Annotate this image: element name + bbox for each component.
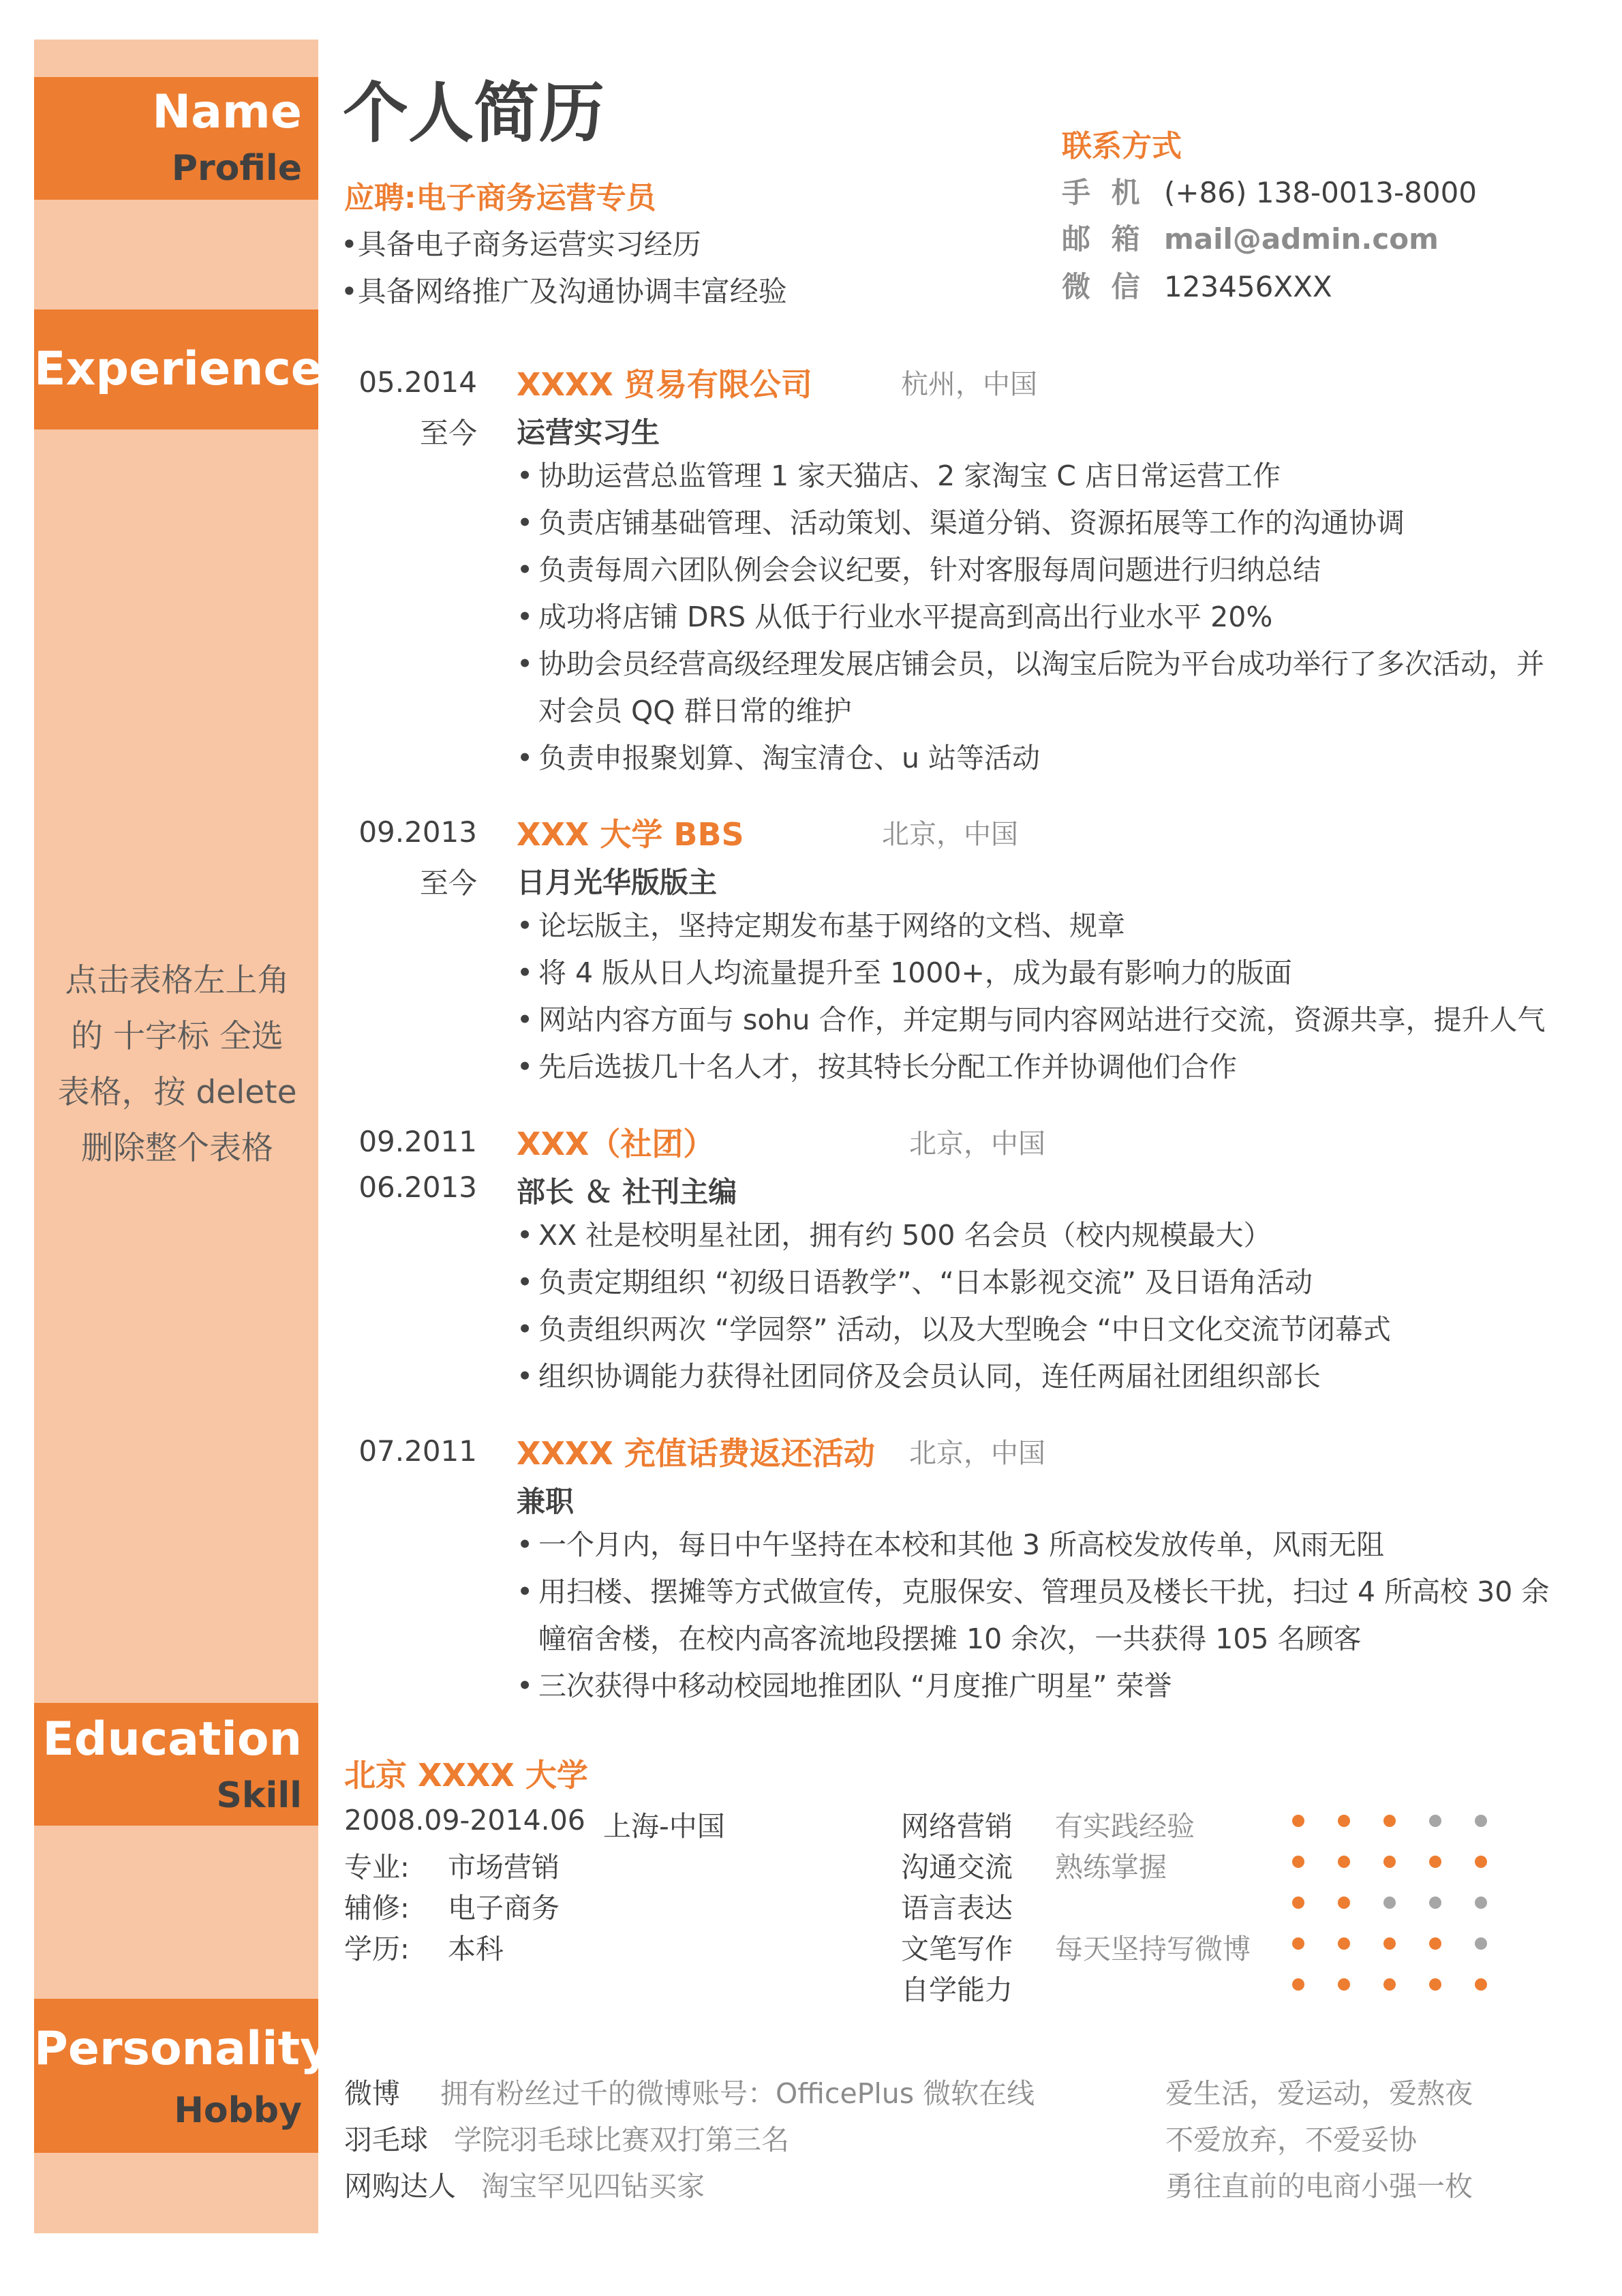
section-band-education — [34, 1703, 318, 1826]
contact-phone — [1062, 170, 1477, 211]
list-item: • 论坛版主，坚持定期发布基于网络的文档、规章 — [517, 903, 1566, 950]
phone-value: (+86) 138-0013-8000 — [1164, 176, 1478, 209]
skill-dot — [1383, 1978, 1396, 1991]
hobby-name: 羽毛球 — [344, 2124, 428, 2156]
sidebar-note-line: 删除整个表格 — [81, 1130, 273, 1167]
band-personality-title: Personality — [34, 2022, 331, 2076]
job-target: 应聘:电子商务运营专员 — [344, 181, 656, 215]
list-item: • 一个月内，每日中午坚持在本校和其他 3 所高校发放传单，风雨无阻 — [517, 1522, 1566, 1569]
skill-dot — [1475, 1978, 1487, 1991]
list-item: • 负责每周六团队例会会议纪要，针对客服每周问题进行归纳总结 — [517, 547, 1566, 594]
skill-dot — [1429, 1856, 1441, 1868]
email-value: mail@admin.com — [1164, 222, 1439, 256]
list-item: • 网站内容方面与 sohu 合作，并定期与同内容网站进行交流，资源共享，提升人气 — [517, 997, 1566, 1044]
skill-dot — [1475, 1897, 1487, 1909]
skill-dot — [1383, 1937, 1396, 1950]
skill-dot — [1338, 1815, 1350, 1827]
list-item: • 协助会员经营高级经理发展店铺会员，以淘宝后院为平台成功举行了多次活动，并对会员 QQ 群日常的维护 — [517, 641, 1566, 735]
skill-dot — [1338, 1937, 1350, 1950]
skill-dot — [1383, 1815, 1396, 1827]
skill-desc: 熟练掌握 — [1055, 1851, 1167, 1884]
skill-dot — [1383, 1856, 1396, 1868]
wechat-value: 123456XXX — [1164, 270, 1332, 303]
contact-heading: 联系方式 — [1062, 129, 1182, 164]
exp-organization: XXX 大学 BBS — [517, 816, 744, 853]
exp-start-date: 09.2013 — [358, 815, 477, 849]
sidebar-note-line: 的 十字标 全选 — [71, 1018, 284, 1055]
exp-role: 部长 ＆ 社刊主编 — [517, 1175, 737, 1209]
phone-label: 手 机 — [1062, 176, 1146, 209]
skill-dot — [1429, 1815, 1441, 1827]
minor-label: 辅修: — [344, 1892, 410, 1924]
contact-email — [1062, 217, 1439, 258]
exp-start-date: 07.2011 — [358, 1434, 477, 1468]
skill-dot — [1338, 1897, 1350, 1909]
sidebar-note — [41, 953, 313, 1177]
skill-dot — [1292, 1897, 1304, 1909]
skill-desc: 有实践经验 — [1055, 1810, 1195, 1843]
section-band-experience — [34, 309, 322, 429]
exp-bullet-list — [517, 903, 1566, 1091]
skill-dot — [1475, 1815, 1487, 1827]
hobby-name: 微博 — [344, 2077, 400, 2110]
exp-organization: XXXX 贸易有限公司 — [517, 366, 812, 403]
list-item: • 组织协调能力获得社团同侪及会员认同，连任两届社团组织部长 — [517, 1353, 1566, 1400]
highlight-text: 具备电子商务运营实习经历 — [357, 228, 701, 261]
skill-dot — [1429, 1937, 1441, 1950]
exp-end-date: 至今 — [419, 866, 477, 900]
skill-dot — [1292, 1856, 1304, 1868]
list-item: • 将 4 版从日人均流量提升至 1000+，成为最有影响力的版面 — [517, 950, 1566, 997]
page-title: 个人简历 — [343, 75, 605, 151]
highlight-item: •具备网络推广及沟通协调丰富经验 — [341, 275, 787, 308]
band-personality-subtitle: Hobby — [174, 2090, 302, 2131]
skill-dot — [1383, 1897, 1396, 1909]
skill-name: 语言表达 — [901, 1892, 1013, 1924]
skill-dot — [1475, 1937, 1487, 1950]
skill-name: 沟通交流 — [901, 1851, 1013, 1884]
skill-dot — [1429, 1897, 1441, 1909]
list-item: • 三次获得中移动校园地推团队 “月度推广明星” 荣誉 — [517, 1663, 1566, 1710]
hobby-detail: 学院羽毛球比赛双打第三名 — [454, 2124, 789, 2156]
exp-role: 日月光华版版主 — [517, 866, 718, 899]
list-item: • 协助运营总监管理 1 家天猫店、2 家淘宝 C 店日常运营工作 — [517, 453, 1566, 500]
highlight-text: 具备网络推广及沟通协调丰富经验 — [357, 275, 787, 308]
exp-organization: XXXX 充值话费返还活动 — [517, 1435, 875, 1472]
major-value: 市场营销 — [448, 1851, 560, 1884]
personality-trait: 不爱放弃，不爱妥协 — [1165, 2124, 1417, 2156]
exp-organization: XXX（社团） — [517, 1126, 715, 1162]
hobby-name: 网购达人 — [344, 2170, 456, 2203]
exp-role: 兼职 — [517, 1485, 575, 1518]
hobby-detail: 淘宝罕见四钻买家 — [481, 2170, 705, 2203]
exp-location: 杭州，中国 — [901, 369, 1037, 400]
section-band-personality — [34, 1999, 331, 2153]
list-item: • 负责组织两次 “学园祭” 活动，以及大型晚会 “中日文化交流节闭幕式 — [517, 1306, 1566, 1353]
school-name: 北京 XXXX 大学 — [344, 1757, 588, 1794]
exp-bullet-list — [517, 1522, 1566, 1710]
exp-bullet-list — [517, 1212, 1566, 1400]
list-item: • 负责店铺基础管理、活动策划、渠道分销、资源拓展等工作的沟通协调 — [517, 500, 1566, 547]
hobby-detail: 拥有粉丝过千的微博账号：OfficePlus 微软在线 — [440, 2077, 1035, 2110]
exp-location: 北京，中国 — [882, 819, 1018, 850]
highlight-item: •具备电子商务运营实习经历 — [341, 228, 701, 261]
section-band-name — [34, 77, 318, 200]
exp-start-date: 05.2014 — [358, 365, 477, 399]
list-item: • 用扫楼、摆摊等方式做宣传，克服保安、管理员及楼长干扰，扫过 4 所高校 30 余幢宿舍楼，在校内高客流地段摆摊 10 余次，一共获得 105 名顾客 — [517, 1569, 1566, 1663]
band-name-title: Name — [152, 85, 302, 139]
band-education-subtitle: Skill — [216, 1775, 302, 1816]
list-item: • 先后选拔几十名人才，按其特长分配工作并协调他们合作 — [517, 1044, 1566, 1091]
personality-trait: 勇往直前的电商小强一枚 — [1165, 2170, 1473, 2203]
sidebar-note-line: 点击表格左上角 — [65, 962, 290, 999]
skill-dot — [1292, 1937, 1304, 1950]
exp-location: 北京，中国 — [909, 1438, 1045, 1469]
skill-dot — [1292, 1978, 1304, 1991]
edu-place: 上海-中国 — [603, 1810, 725, 1843]
skill-dot — [1429, 1978, 1441, 1991]
skill-name: 自学能力 — [901, 1974, 1013, 2006]
degree-label: 学历: — [344, 1933, 410, 1965]
list-item: • 负责定期组织 “初级日语教学”、“日本影视交流” 及日语角活动 — [517, 1259, 1566, 1306]
skill-desc: 每天坚持写微博 — [1055, 1933, 1251, 1965]
exp-start-date: 09.2011 — [358, 1125, 477, 1158]
exp-end-date: 至今 — [419, 417, 477, 450]
skill-dot — [1338, 1856, 1350, 1868]
exp-end-date: 06.2013 — [358, 1170, 477, 1204]
edu-period: 2008.09-2014.06 — [344, 1804, 585, 1837]
minor-value: 电子商务 — [448, 1892, 560, 1924]
exp-role: 运营实习生 — [517, 416, 660, 449]
list-item: • XX 社是校明星社团，拥有约 500 名会员（校内规模最大） — [517, 1212, 1566, 1259]
skill-dot — [1338, 1978, 1350, 1991]
exp-location: 北京，中国 — [909, 1128, 1045, 1160]
skill-dot — [1475, 1856, 1487, 1868]
contact-wechat — [1062, 265, 1332, 305]
list-item: • 负责申报聚划算、淘宝清仓、u 站等活动 — [517, 735, 1566, 782]
sidebar-note-line: 表格，按 delete — [57, 1074, 297, 1111]
wechat-label: 微 信 — [1062, 270, 1146, 303]
skill-dot — [1292, 1815, 1304, 1827]
band-experience-title: Experience — [34, 342, 322, 396]
band-education-title: Education — [42, 1712, 302, 1766]
email-label: 邮 箱 — [1062, 222, 1146, 256]
skill-name: 文笔写作 — [901, 1933, 1013, 1965]
personality-trait: 爱生活，爱运动，爱熬夜 — [1165, 2077, 1473, 2110]
degree-value: 本科 — [448, 1933, 504, 1965]
band-name-subtitle: Profile — [171, 148, 302, 189]
major-label: 专业: — [344, 1851, 410, 1884]
list-item: • 成功将店铺 DRS 从低于行业水平提高到高出行业水平 20% — [517, 594, 1566, 641]
exp-bullet-list — [517, 453, 1566, 782]
skill-name: 网络营销 — [901, 1810, 1013, 1843]
